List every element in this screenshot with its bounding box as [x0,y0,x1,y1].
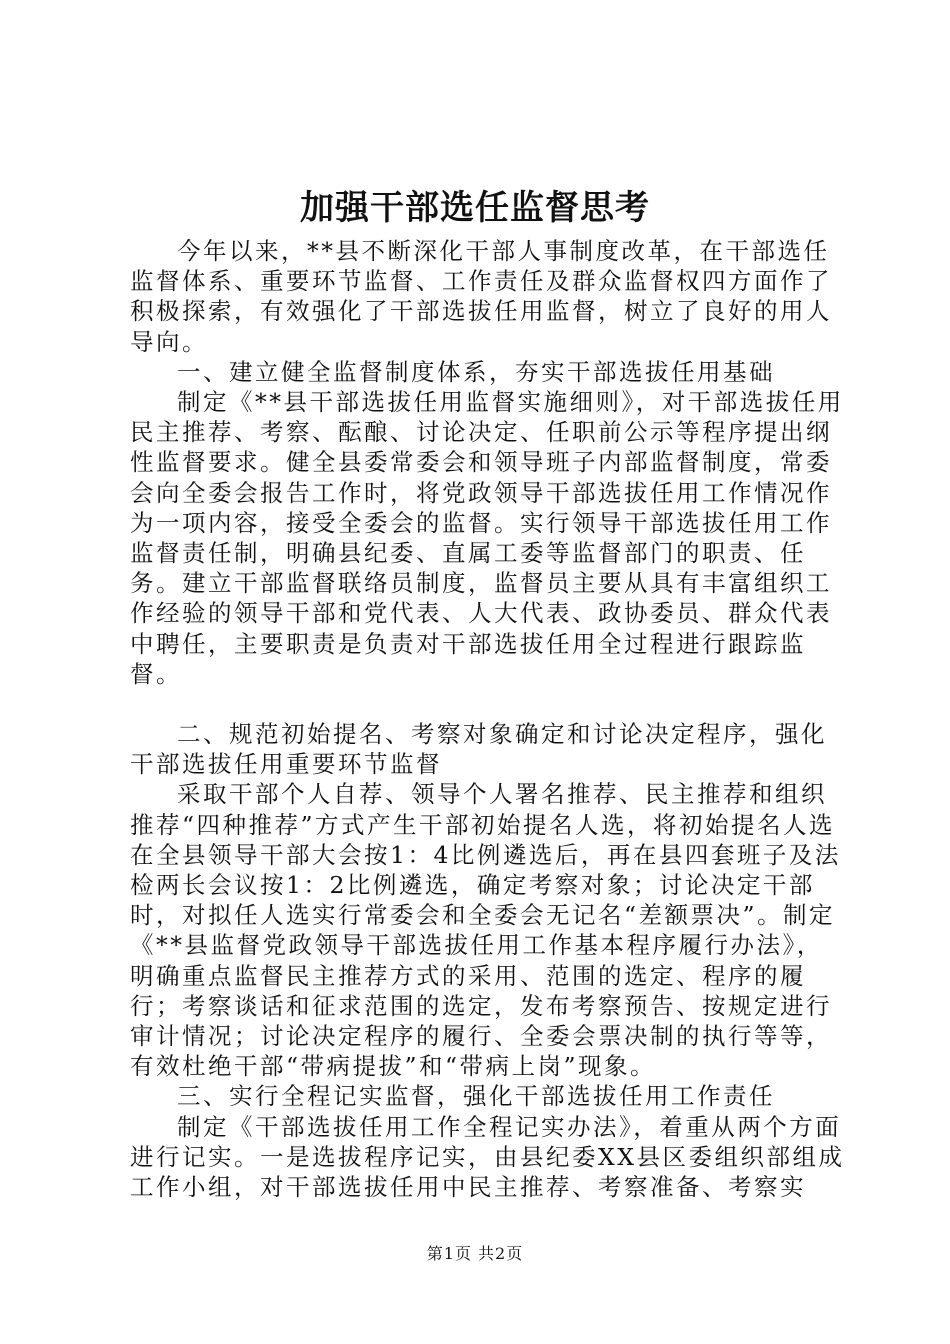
paragraph-section-2: 采取干部个人自荐、领导个人署名推荐、民主推荐和组织推荐“四种推荐”方式产生干部初始提名人选，将初始提名人选在全县领导干部大会按1：4比例遴选后，再在县四套班子及法检两长会议按1：2比例遴选，确定考察对象；讨论决定干部时，对拟任人选实行常委会和全委会无记名“差额票决”。制定《**县监督党政领导干部选拔任用工作基本程序履行办法》，明确重点监督民主推荐方式的采用、范围的选定、程序的履行；考察谈话和征求范围的选定，发布考察预告、按规定进行审计情况；讨论决定程序的履行、全委会票决制的执行等等，有效杜绝干部“带病提拔”和“带病上岗”现象。 [130,780,841,1081]
paragraph-intro: 今年以来，**县不断深化干部人事制度改革，在干部选任监督体系、重要环节监督、工作责任及群众监督权四方面作了积极探索，有效强化了干部选拔任用监督，树立了良好的用人导向。 [130,237,832,356]
paragraph-spacer [130,689,846,719]
section-heading-1: 一、建立健全监督制度体系，夯实干部选拔任用基础 [177,357,775,386]
paragraph-section-3: 制定《干部选拔任用工作全程记实办法》，着重从两个方面进行记实。一是选拔程序记实，由县纪委XX县区委组织部组成工作小组，对干部选拔任用中民主推荐、考察准备、考察实 [130,1112,845,1202]
page-footer: 第1页 共2页 [426,1244,524,1263]
document-title: 加强干部选任监督思考 [300,188,650,228]
paragraph-section-1: 制定《**县干部选拔任用监督实施细则》，对干部选拔任用民主推荐、考察、酝酿、讨论决定、任职前公示等程序提出纲性监督要求。健全县委常委会和领导班子内部监督制度，常委会向全委会报告工作时，将党政领导干部选拔任用工作情况作为一项内容，接受全委会的监督。实行领导干部选拔任用工作监督责任制，明确县纪委、直属工委等监督部门的职责、任务。建立干部监督联络员制度，监督员主要从具有丰富组织工作经验的领导干部和党代表、人大代表、政协委员、群众代表中聘任，主要职责是负责对干部选拔任用全过程进行跟踪监督。 [130,388,844,688]
section-heading-3: 三、实行全程记实监督，强化干部选拔任用工作责任 [177,1082,775,1111]
section-heading-2: 二、规范初始提名、考察对象确定和讨论决定程序，强化干部选拔任用重要环节监督 [130,720,827,779]
document-body [130,236,846,1202]
